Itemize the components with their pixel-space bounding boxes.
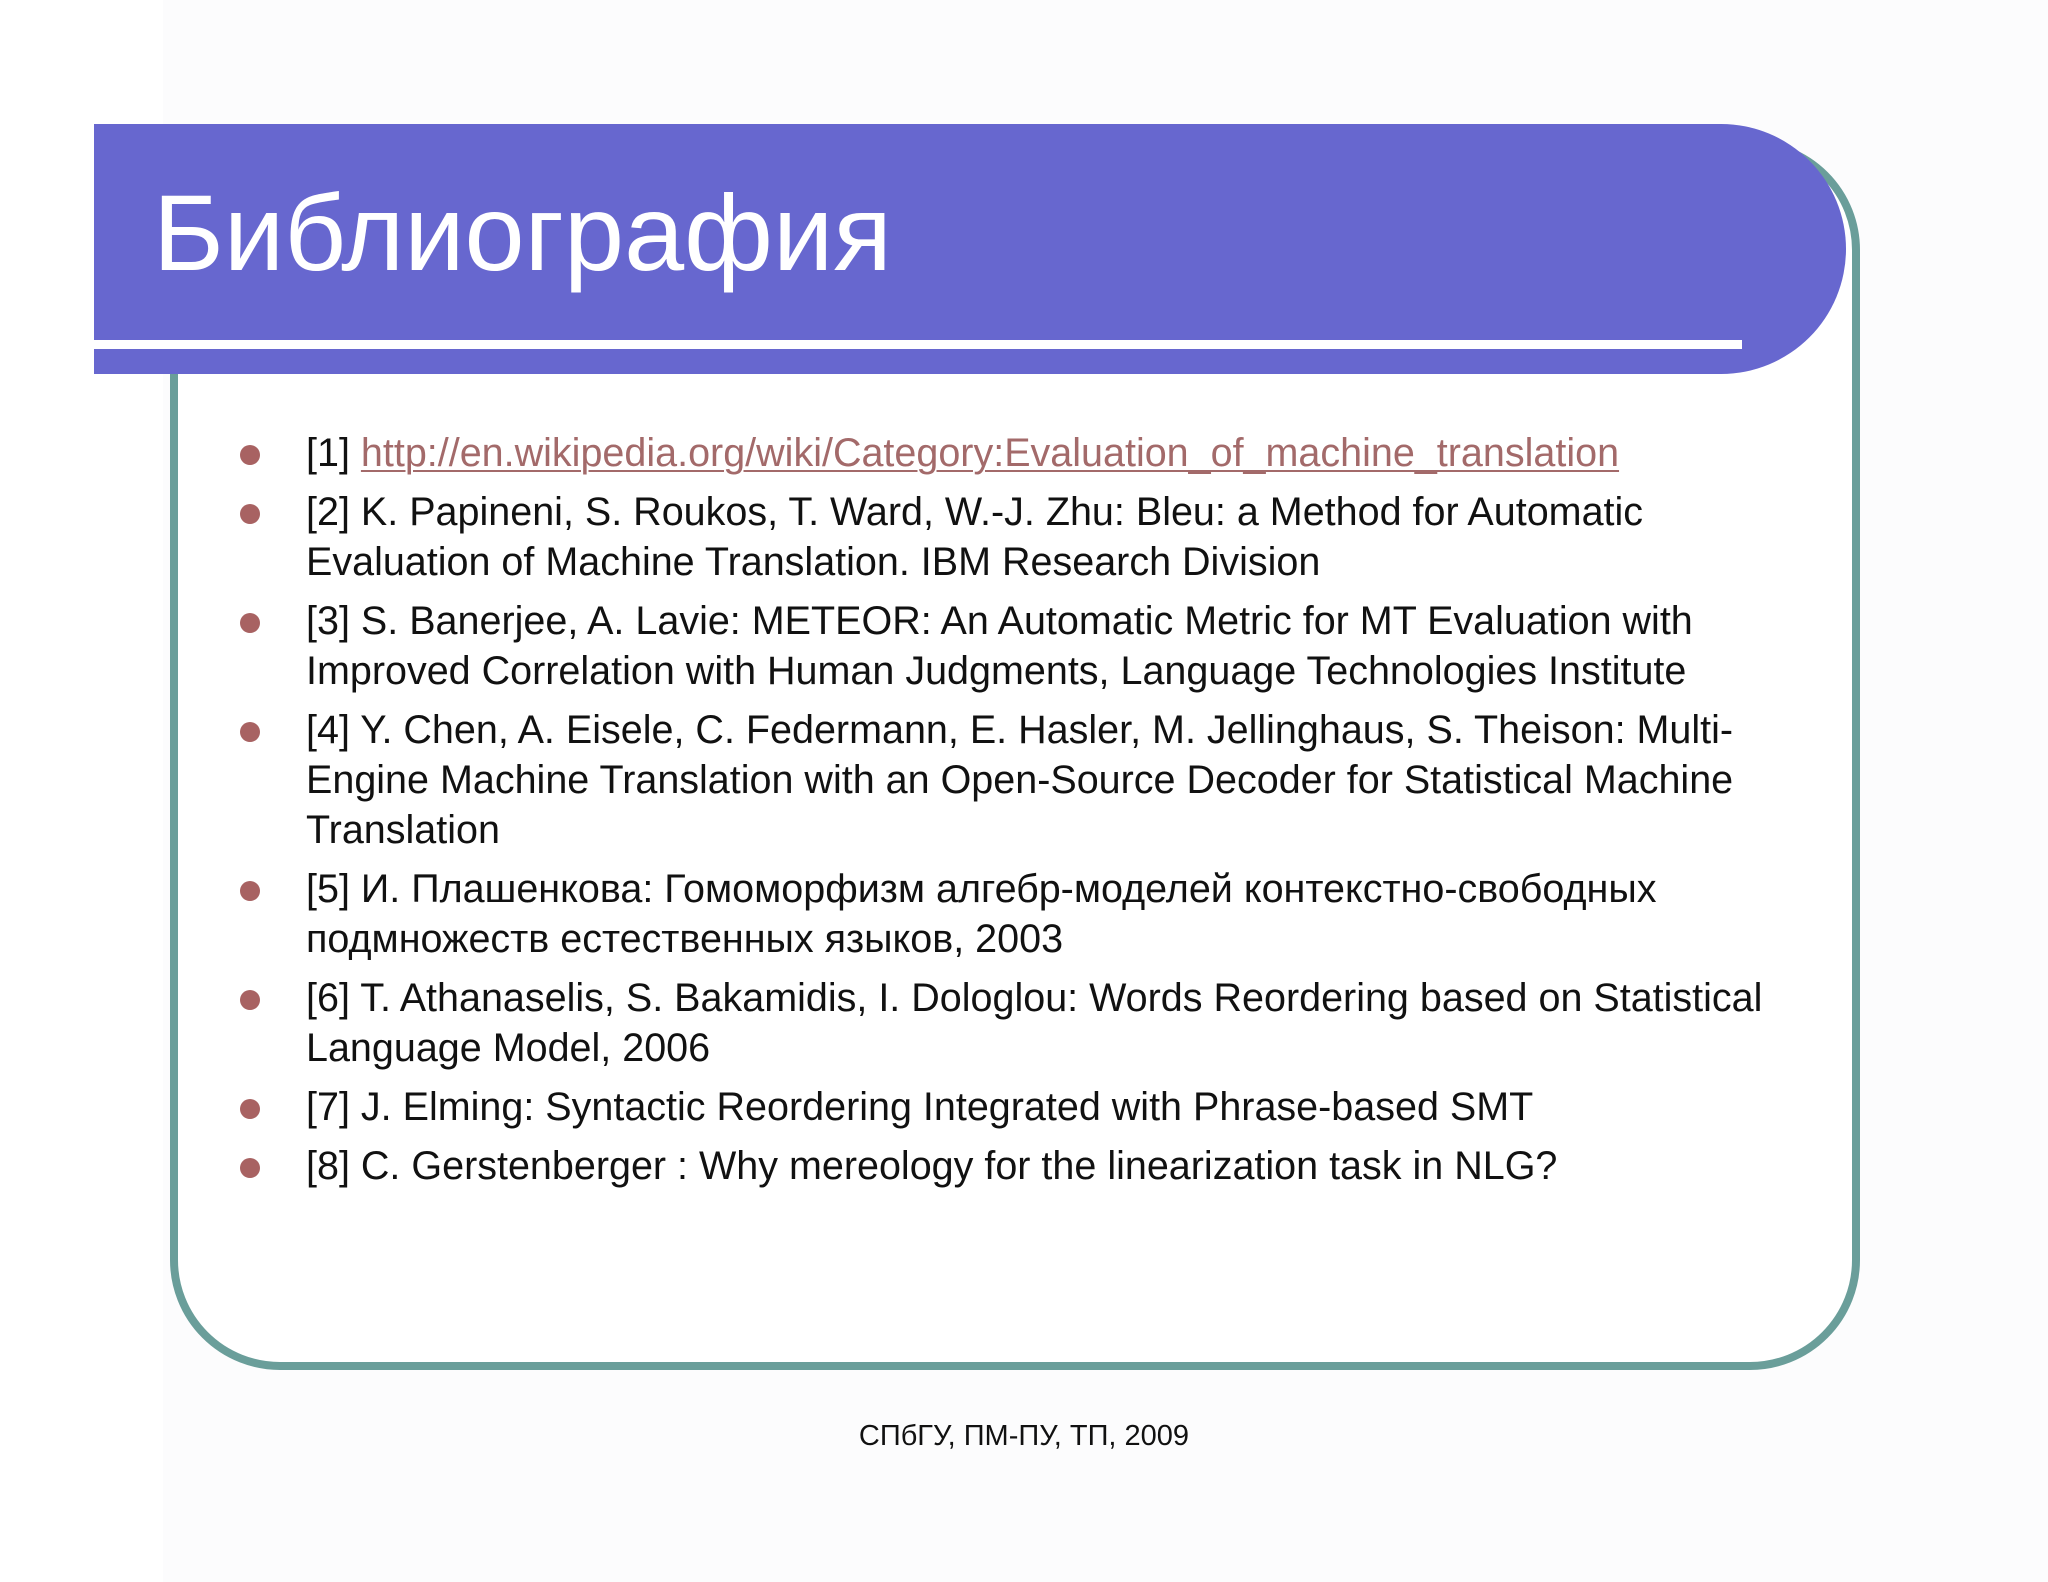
bullet-icon <box>240 1158 260 1178</box>
bibliography-item-3 <box>240 596 1800 696</box>
reference-text: J. Elming: Syntactic Reordering Integrated with Phrase-based SMT <box>360 1085 1534 1129</box>
reference-text: T. Athanaselis, S. Bakamidis, I. Dologlou: Words Reordering based on Statistical Language Model, 2006 <box>306 976 1763 1070</box>
bullet-icon <box>240 613 260 633</box>
title-underline <box>94 340 1742 349</box>
bullet-icon <box>240 722 260 742</box>
reference-text: K. Papineni, S. Roukos, T. Ward, W.-J. Zhu: Bleu: a Method for Automatic Evaluation of Machine Translation. IBM Research Division <box>306 490 1644 584</box>
reference-number: [8] <box>306 1144 350 1188</box>
bibliography-item-4 <box>240 705 1800 855</box>
bibliography-item-2 <box>240 487 1800 587</box>
reference-number: [2] <box>306 490 350 534</box>
reference-number: [6] <box>306 976 350 1020</box>
bullet-icon <box>240 504 260 524</box>
slide-footer: СПбГУ, ПМ-ПУ, ТП, 2009 <box>858 1420 1190 1452</box>
reference-number: [4] <box>306 708 350 752</box>
bibliography-item-7 <box>240 1082 1800 1132</box>
bibliography-item-8 <box>240 1141 1800 1191</box>
reference-text: S. Banerjee, A. Lavie: METEOR: An Automatic Metric for MT Evaluation with Improved Correlation with Human Judgments, Language Technologies Institute <box>306 599 1693 693</box>
bullet-icon <box>240 881 260 901</box>
reference-number: [5] <box>306 867 350 911</box>
bibliography-item-1 <box>240 428 1800 478</box>
slide-title: Библиография <box>153 172 892 293</box>
reference-number: [7] <box>306 1085 350 1129</box>
reference-text: И. Плашенкова: Гомоморфизм алгебр-моделей контекстно-свободных подмножеств естественных языков, 2003 <box>306 867 1657 961</box>
bibliography-list <box>240 428 1800 1200</box>
reference-text: C. Gerstenberger : Why mereology for the linearization task in NLG? <box>360 1144 1558 1188</box>
reference-text: Y. Chen, A. Eisele, C. Federmann, E. Hasler, M. Jellinghaus, S. Theison: Multi-Engine Machine Translation with an Open-Source Decoder for Statistical Machine Translation <box>306 708 1734 852</box>
bullet-icon <box>240 990 260 1010</box>
reference-number: [3] <box>306 599 350 643</box>
reference-link[interactable]: http://en.wikipedia.org/wiki/Category:Evaluation_of_machine_translation <box>360 431 1620 475</box>
bullet-icon <box>240 1099 260 1119</box>
bibliography-item-6 <box>240 973 1800 1073</box>
reference-number: [1] <box>306 431 350 475</box>
bullet-icon <box>240 445 260 465</box>
bibliography-item-5 <box>240 864 1800 964</box>
